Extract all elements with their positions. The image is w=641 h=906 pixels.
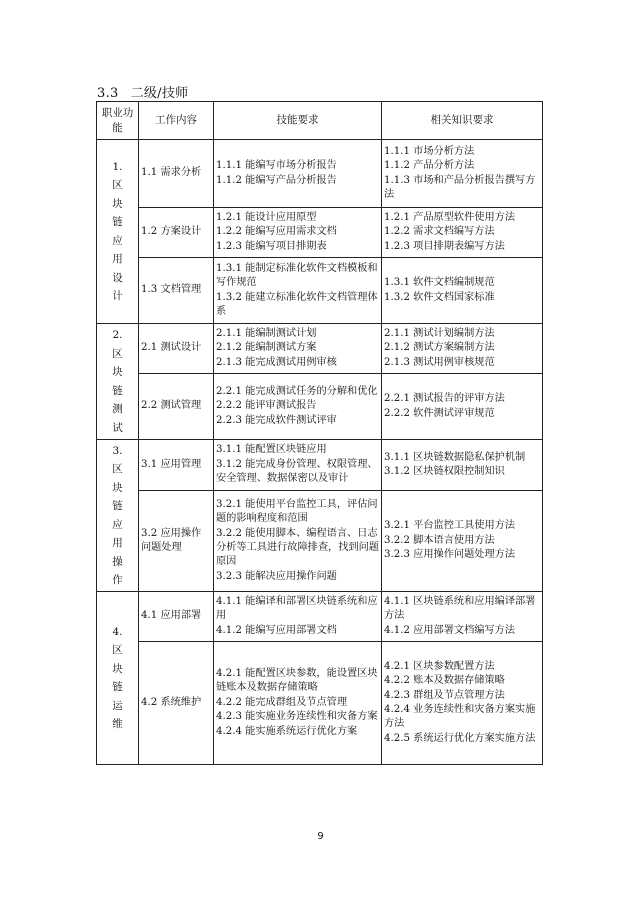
header-function: 职业功能 <box>97 102 139 140</box>
table-row <box>97 140 543 208</box>
knowledge-cell: 2.2.1 测试报告的评审方法 2.2.2 软件测试评审规范 <box>382 374 543 440</box>
knowledge-cell: 4.1.1 区块链系统和应用编译部署方法 4.1.2 应用部署文档编写方法 <box>382 592 543 642</box>
work-content-cell: 1.3 文档管理 <box>139 258 214 324</box>
skill-cell: 4.2.1 能配置区块参数，能设置区块链账本及数据存储策略 4.2.2 能完成群组及节点管理 4.2.3 能实施业务连续性和灾备方案 4.2.4 能实施系统运行优化方案 <box>214 642 382 765</box>
skill-cell: 3.2.1 能使用平台监控工具，评估问题的影响程度和范围 3.2.2 能使用脚本、编程语言、日志分析等工具进行故障排查，找到问题原因 3.2.3 能解决应用操作问题 <box>214 491 382 592</box>
section-number: 3.3 <box>97 86 119 101</box>
table-row <box>97 592 543 642</box>
section-title: 二级/技师 <box>130 86 189 101</box>
table-row <box>97 258 543 324</box>
work-content-cell: 2.1 测试设计 <box>139 324 214 374</box>
function-cell: 4. 区块链运维 <box>97 592 139 765</box>
table-row <box>97 374 543 440</box>
skill-cell: 1.2.1 能设计应用原型 1.2.2 能编写应用需求文档 1.2.3 能编写项目排期表 <box>214 208 382 258</box>
header-work-content: 工作内容 <box>139 102 214 140</box>
skill-cell: 1.1.1 能编写市场分析报告 1.1.2 能编写产品分析报告 <box>214 140 382 208</box>
skills-table <box>96 101 543 765</box>
knowledge-cell: 1.3.1 软件文档编制规范 1.3.2 软件文档国家标准 <box>382 258 543 324</box>
table-row <box>97 491 543 592</box>
skill-cell: 2.2.1 能完成测试任务的分解和优化 2.2.2 能评审测试报告 2.2.3 能完成软件测试评审 <box>214 374 382 440</box>
table-row <box>97 642 543 765</box>
work-content-cell: 4.2 系统维护 <box>139 642 214 765</box>
work-content-cell: 3.2 应用操作问题处理 <box>139 491 214 592</box>
knowledge-cell: 3.2.1 平台监控工具使用方法 3.2.2 脚本语言使用方法 3.2.3 应用操作问题处理方法 <box>382 491 543 592</box>
knowledge-cell: 2.1.1 测试计划编制方法 2.1.2 测试方案编制方法 2.1.3 测试用例审核规范 <box>382 324 543 374</box>
table-row <box>97 440 543 491</box>
knowledge-cell: 1.2.1 产品原型软件使用方法 1.2.2 需求文档编写方法 1.2.3 项目排期表编写方法 <box>382 208 543 258</box>
work-content-cell: 3.1 应用管理 <box>139 440 214 491</box>
function-cell: 3. 区块链应用操作 <box>97 440 139 592</box>
work-content-cell: 1.1 需求分析 <box>139 140 214 208</box>
knowledge-cell: 1.1.1 市场分析方法 1.1.2 产品分析方法 1.1.3 市场和产品分析报告撰写方法 <box>382 140 543 208</box>
table-header-row <box>97 102 543 140</box>
work-content-cell: 1.2 方案设计 <box>139 208 214 258</box>
section-heading <box>97 82 188 101</box>
page-number: 9 <box>317 831 324 842</box>
skill-cell: 2.1.1 能编制测试计划 2.1.2 能编制测试方案 2.1.3 能完成测试用例审核 <box>214 324 382 374</box>
header-knowledge-requirements: 相关知识要求 <box>382 102 543 140</box>
header-skill-requirements: 技能要求 <box>214 102 382 140</box>
table-row <box>97 208 543 258</box>
work-content-cell: 4.1 应用部署 <box>139 592 214 642</box>
skill-cell: 1.3.1 能制定标准化软件文档模板和写作规范 1.3.2 能建立标准化软件文档管理体系 <box>214 258 382 324</box>
knowledge-cell: 4.2.1 区块参数配置方法 4.2.2 账本及数据存储策略 4.2.3 群组及节点管理方法 4.2.4 业务连续性和灾备方案实施方法 4.2.5 系统运行优化方案实施方法 <box>382 642 543 765</box>
skill-cell: 4.1.1 能编译和部署区块链系统和应用 4.1.2 能编写应用部署文档 <box>214 592 382 642</box>
knowledge-cell: 3.1.1 区块链数据隐私保护机制 3.1.2 区块链权限控制知识 <box>382 440 543 491</box>
skill-cell: 3.1.1 能配置区块链应用 3.1.2 能完成身份管理、权限管理、安全管理、数据保密以及审计 <box>214 440 382 491</box>
work-content-cell: 2.2 测试管理 <box>139 374 214 440</box>
function-cell: 1. 区块链应用设计 <box>97 140 139 324</box>
function-cell: 2. 区块链测试 <box>97 324 139 440</box>
table-row <box>97 324 543 374</box>
